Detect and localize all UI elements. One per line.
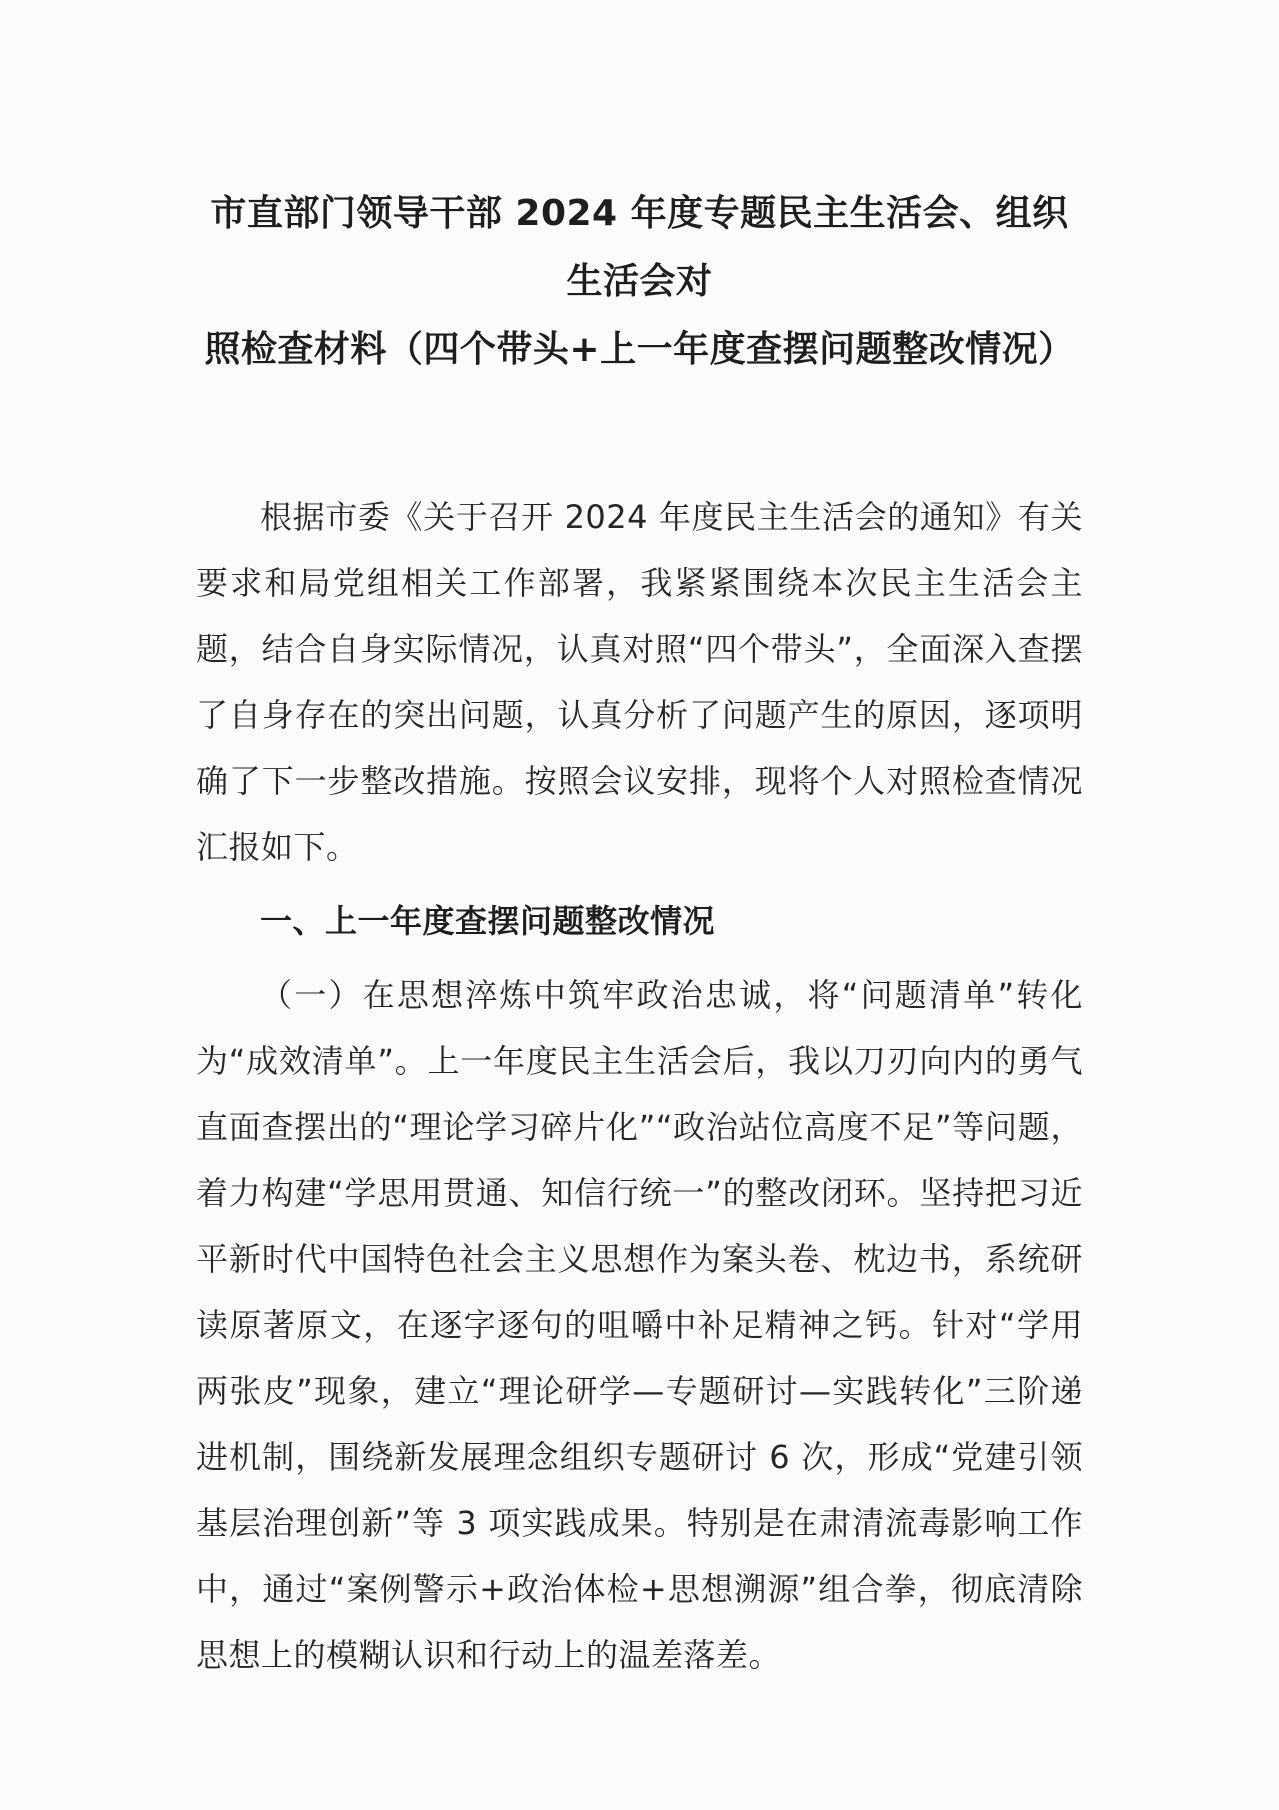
section-heading-1: 一、上一年度查摆问题整改情况	[260, 902, 716, 940]
document-title	[196, 180, 1083, 384]
intro-paragraph: 根据市委《关于召开 2024 年度民主生活会的通知》有关要求和局党组相关工作部署，我紧紧围绕本次民主生活会主题，结合自身实际情况，认真对照“四个带头”，全面深入查摆了自身存在的突出问题，认真分析了问题产生的原因，逐项明确了下一步整改措施。按照会议安排，现将个人对照检查情况汇报如下。	[196, 498, 1083, 866]
title-line-1: 市直部门领导干部 2024 年度专题民主生活会、组织生活会对	[210, 193, 1069, 302]
subsection-paragraph-1: （一）在思想淬炼中筑牢政治忠诚，将“问题清单”转化为“成效清单”。上一年度民主生活会后，我以刀刃向内的勇气直面查摆出的“理论学习碎片化”“政治站位高度不足”等问题，着力构建“学思用贯通、知信行统一”的整改闭环。坚持把习近平新时代中国特色社会主义思想作为案头卷、枕边书，系统研读原著原文，在逐字逐句的咀嚼中补足精神之钙。针对“学用两张皮”现象，建立“理论研学—专题研讨—实践转化”三阶递进机制，围绕新发展理念组织专题研讨 6 次，形成“党建引领基层治理创新”等 3 项实践成果。特别是在肃清流毒影响工作中，通过“案例警示+政治体检+思想溯源”组合拳，彻底清除思想上的模糊认识和行动上的温差落差。	[196, 976, 1083, 1674]
title-line-2: 照检查材料（四个带头+上一年度查摆问题整改情况）	[204, 329, 1075, 370]
document-body	[196, 484, 1083, 1688]
